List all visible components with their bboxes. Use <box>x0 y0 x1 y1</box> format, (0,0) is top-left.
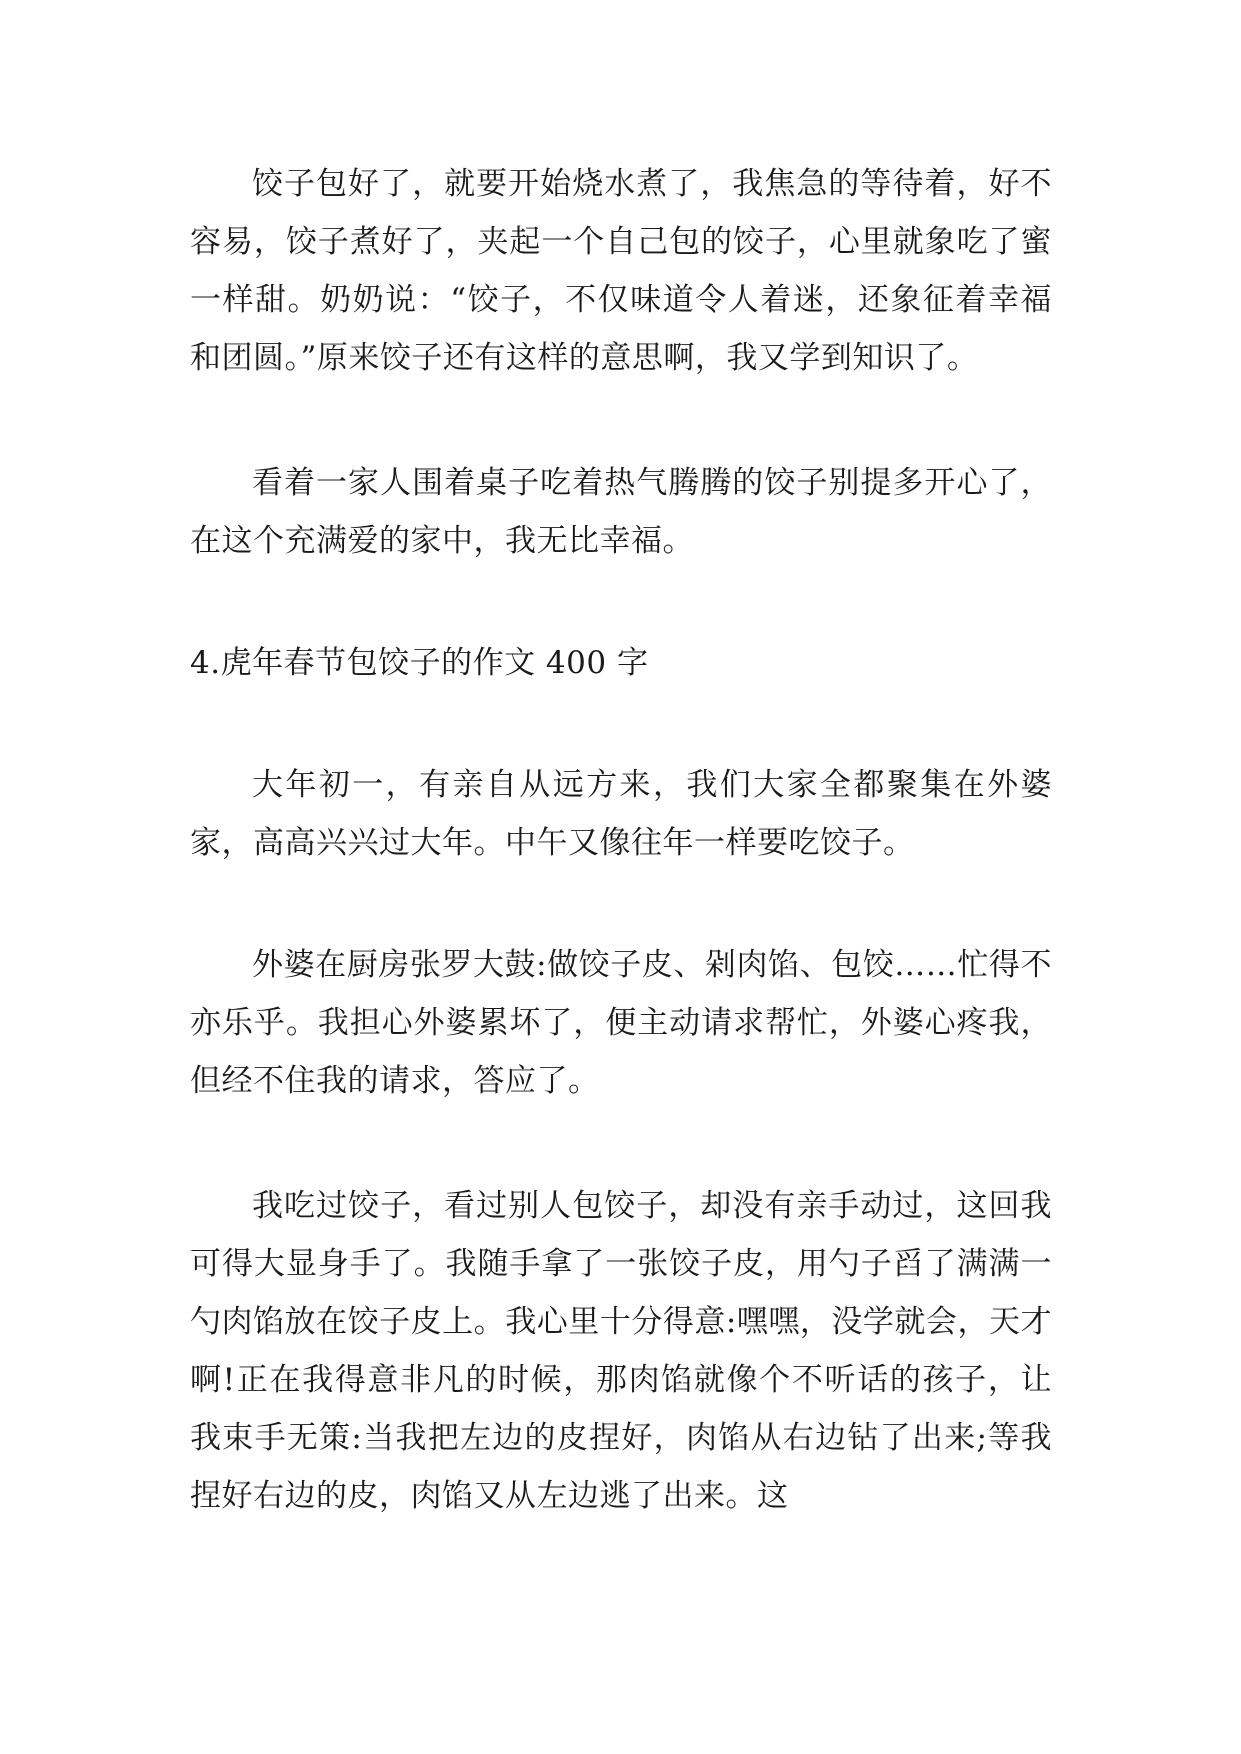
paragraph-spacer <box>190 692 1052 756</box>
paragraph-grandma-kitchen: 外婆在厨房张罗大鼓:做饺子皮、剁肉馅、包饺……忙得不亦乐乎。我担心外婆累坏了，便主动请求帮忙，外婆心疼我，但经不住我的请求，答应了。 <box>190 947 1052 1099</box>
paragraph-dumplings-cooked: 饺子包好了，就要开始烧水煮了，我焦急的等待着，好不容易，饺子煮好了，夹起一个自己包的饺子，心里就象吃了蜜一样甜。奶奶说：“饺子，不仅味道令人着迷，还象征着幸福和团圆。”原来饺子还有这样的意思啊，我又学到知识了。 <box>190 166 1052 376</box>
paragraph-new-year-gathering: 大年初一，有亲自从远方来，我们大家全都聚集在外婆家，高高兴兴过大年。中午又像往年一样要吃饺子。 <box>190 767 1052 861</box>
document-body <box>190 155 1052 1525</box>
paragraph-spacer <box>190 570 1052 634</box>
paragraph-first-try: 我吃过饺子，看过别人包饺子，却没有亲手动过，这回我可得大显身手了。我随手拿了一张饺子皮，用勺子舀了满满一勺肉馅放在饺子皮上。我心里十分得意:嘿嘿，没学就会，天才啊!正在我得意非凡的时候，那肉馅就像个不听话的孩子，让我束手无策:当我把左边的皮捏好，肉馅从右边钻了出来;等我捏好右边的皮，肉馅又从左边逃了出来。这 <box>190 1188 1052 1514</box>
paragraph-spacer <box>190 1110 1052 1177</box>
paragraph-spacer <box>190 387 1052 454</box>
essay-heading: 4.虎年春节包饺子的作文 400 字 <box>190 645 649 681</box>
paragraph-spacer <box>190 872 1052 936</box>
paragraph-family-happiness: 看着一家人围着桌子吃着热气腾腾的饺子别提多开心了，在这个充满爱的家中，我无比幸福。 <box>190 465 1052 559</box>
